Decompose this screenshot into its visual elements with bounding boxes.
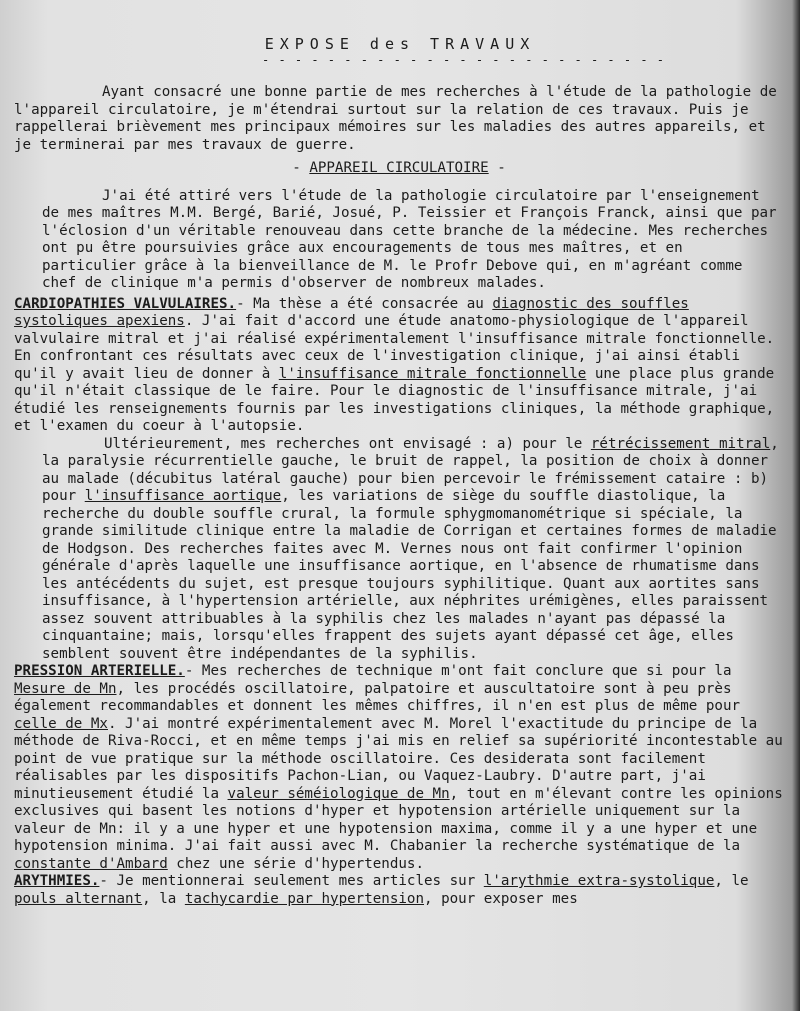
pression-text-3: . J'ai montré expérimentalement avec M. Morel l'exactitude du principe de la méthode de Riva-Rocci, et en même temps j'ai mis en relief sa supériorité incontestable au point de vue pratique sur la méthode oscillatoire. Ces desiderata sont facilement réalisables par les dispositifs Pachon-Lian, ou Vaquez-Laubry. D'autre part, j'ai minutieusement étudié la (14, 715, 783, 802)
section-heading-suffix: - (488, 160, 506, 176)
pression-text-5: chez une série d'hypertendus. (167, 855, 424, 872)
document-title: EXPOSE des TRAVAUX (264, 35, 536, 53)
section-heading-prefix: - (292, 160, 310, 176)
cardiopathies-text-2: . J'ai fait d'accord une étude anatomo-physiologique de l'appareil valvulaire mitral et j'ai réalisé expérimentalement l'insuffisance mitrale fonctionnelle. En confrontant ces résultats avec ceux de l'investigation clinique, j'ai ainsi établi qu'il y avait lieu de donner à (14, 313, 775, 382)
later-research-paragraph (14, 436, 784, 664)
pression-underline-4: constante d'Ambard (14, 855, 168, 872)
pression-text-2: , les procédés oscillatoire, palpatoire et auscultatoire sont à peu près également recommandables et donnent les mêmes chiffres, il n'en est plus de même pour (14, 680, 741, 714)
section-heading (14, 160, 784, 178)
cardiopathies-label: CARDIOPATHIES VALVULAIRES. (14, 295, 237, 312)
arythmies-underline-2: pouls alternant (14, 890, 143, 907)
later-underline-1: rétrécissement mitral (590, 435, 771, 452)
arythmies-underline-1: l'arythmie extra-systolique (483, 873, 715, 889)
later-text-2: , la paralysie récurrentielle gauche, le bruit de rappel, la position de choix à donner au malade (décubitus latéral gauche) pour bien percevoir le frémissement cataire : b) pour (42, 435, 779, 504)
arythmies-text-1: - Je mentionnerai seulement mes articles sur (99, 873, 484, 889)
pression-underline-2: celle de Mx (14, 715, 108, 732)
later-text-3: , les variations de siège du souffle diastolique, la recherche du double souffle crural, la formule sphygmomanométrique si spéciale, la grande similitude clinique entre la maladie de Corrigan et certaines formes de maladie de Hodgson. Des recherches faites avec M. Vernes nous ont fait confirmer l'opinion générale d'après laquelle une insuffisance aortique, en l'absence de rhumatisme dans les antécédents du sujet, est presque toujours syphilitique. Quant aux aortites sans insuffisance, à l'hypertension artérielle, aux néphrites urémigènes, elles paraissent assez souvent attribuables à la syphilis chez les malades n'ayant pas dépassé la cinquantaine; mais, lorsqu'elles frappent des sujets ayant dépassé cet âge, elles semblent souvent être indépendantes de la syphilis. (42, 488, 777, 662)
later-underline-2: l'insuffisance aortique (84, 488, 282, 504)
document-body (14, 84, 784, 908)
arythmies-underline-3: tachycardie par hypertension (184, 890, 425, 907)
pression-text-1: - Mes recherches de technique m'ont fait conclure que si pour la (184, 663, 732, 679)
arythmies-text-3: , la (142, 890, 185, 907)
cardiopathies-underline-2: l'insuffisance mitrale fonctionnelle (278, 365, 587, 382)
arythmies-paragraph (14, 873, 784, 908)
arythmies-label: ARYTHMIES. (14, 873, 100, 889)
section-heading-text: APPAREIL CIRCULATOIRE (309, 160, 489, 176)
pression-paragraph (14, 663, 784, 873)
cardiopathies-text-1: - Ma thèse a été consacrée au (236, 295, 493, 312)
pression-text-4: , tout en m'élevant contre les opinions exclusives qui basent les notions d'hyper et hypotension artérielle uniquement sur la valeur de Mn: il y a une hyper et une hypotension maxima, comme il y a une hyper et une hypotension minima. J'ai fait aussi avec M. Chabanier la recherche systématique de la (14, 785, 783, 854)
arythmies-text-2: , le (714, 873, 749, 889)
title-underline: - - - - - - - - - - - - - - - - - - - - - - - - - (262, 53, 666, 67)
later-text-1: Ultérieurement, mes recherches ont envisagé : a) pour le (104, 435, 591, 452)
arythmies-text-4: , pour exposer mes (424, 890, 578, 907)
cardiopathies-underline-1: diagnostic des souffles systoliques apexiens (14, 295, 689, 329)
pression-underline-3: valeur séméiologique de Mn (227, 785, 450, 802)
cardiopathies-text-3: une place plus grande qu'il n'était classique de le faire. Pour le diagnostic de l'insuffisance mitrale, j'ai étudié les renseignements fournis par les investigations cliniques, la méthode graphique, et l'examen du coeur à l'autopsie. (14, 365, 775, 434)
pression-label: PRESSION ARTERIELLE. (14, 663, 185, 679)
intro-paragraph: Ayant consacré une bonne partie de mes recherches à l'étude de la pathologie de l'appareil circulatoire, je m'étendrai surtout sur la relation de ces travaux. Puis je rappellerai brièvement mes principaux mémoires sur les maladies des autres appareils, et je terminerai par mes travaux de guerre. (14, 84, 777, 153)
cardiopathies-paragraph (14, 296, 784, 436)
circulatory-intro-paragraph: J'ai été attiré vers l'étude de la pathologie circulatoire par l'enseignement de mes maîtres M.M. Bergé, Barié, Josué, P. Teissier et François Franck, ainsi que par l'éclosion d'un véritable renouveau dans cette branche de la médecine. Mes recherches ont pu être poursuivies grâce aux encouragements de tous mes maîtres, et en particulier grâce à la bienveillance de M. le Profr Debove qui, en m'agréant comme chef de clinique m'a permis d'observer de nombreux malades. (42, 187, 777, 291)
pression-underline-1: Mesure de Mn (14, 680, 117, 697)
